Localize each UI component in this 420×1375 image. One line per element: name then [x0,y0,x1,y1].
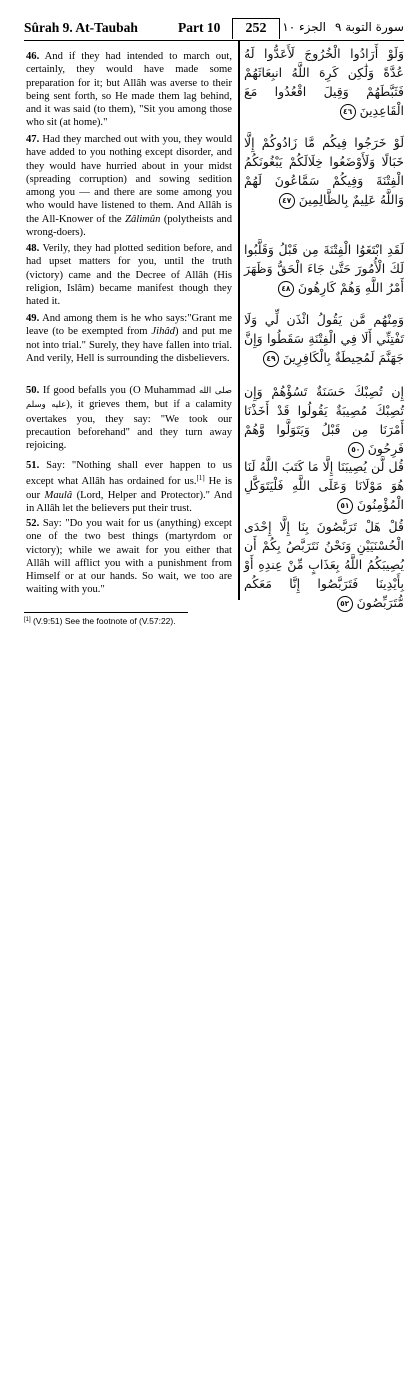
verse-text: Say: "Do you wait for us (anything) except one of the two best things (martyrdom or victory); while we await for you either that Allâh will afflict you with a punishment from Himself or at our hands. So wait, we too are waiting with you." [26,518,232,596]
part-label: Part 10 [178,20,221,35]
verse-number: 52. [26,518,40,529]
surah-title-arabic: سورة التوبة ٩ [334,20,404,34]
verse-text: Verily, they had plotted sedition before, and had upset matters for you, until the truth (victory) came and the Decree of Allâh (His religion, Islâm) became manifest though they hated it. [26,243,232,308]
verse-italic-term: Zâlimûn [125,213,161,225]
juz-label-arabic: الجزء ١٠ [282,20,326,34]
verse-text: (polytheists and wrong-doers). [26,213,232,239]
verse-51-translation [26,459,232,515]
ayah-end-marker: ٤٨ [278,281,294,297]
footnote-reference[interactable]: [1] [196,474,205,483]
verse-48-arabic [244,240,404,297]
verse-italic-term: Jihâd [151,326,175,338]
verse-number: 47. [26,134,40,145]
footnote-rule [24,612,188,613]
surah-title: Sûrah 9. At-Taubah [24,20,138,35]
arabic-text: وَلَوْ أَرَادُوا الْخُرُوجَ لَأَعَدُّوا لَهُ عُدَّةً وَلَٰكِن كَرِهَ اللَّهُ انبِعَاثَهُمْ فَثَبَّطَهُمْ وَقِيلَ اقْعُدُوا مَعَ الْقَاعِدِينَ [244,46,404,118]
verse-number: 50. [26,385,40,396]
verse-italic-term: Maulâ [44,489,73,501]
ayah-end-marker: ٥١ [337,498,353,514]
verse-text: And among them is he who says:"Grant me leave (to be exempted from [26,313,232,338]
verse-47-translation [26,133,232,239]
verse-number: 46. [26,51,40,62]
verse-47-arabic [244,133,404,209]
ayah-end-marker: ٤٧ [279,193,295,209]
verse-text: If good befalls you (O Muhammad [42,385,199,396]
page-number: 252 [232,18,280,39]
verse-52-arabic [244,517,404,612]
verse-50-translation [26,384,232,452]
ayah-end-marker: ٤٦ [340,104,356,120]
footnote-mark: [1] [24,617,31,623]
arabic-text: قُلْ هَلْ تَرَبَّصُونَ بِنَا إِلَّا إِحْدَى الْحُسْنَيَيْنِ وَنَحْنُ نَتَرَبَّصُ بِكُمْ أَن يُصِيبَكُمُ اللَّهُ بِعَذَابٍ مِّنْ عِندِهِ أَوْ بِأَيْدِينَا فَتَرَبَّصُوا إِنَّا مَعَكُم مُّتَرَبِّصُونَ [244,519,404,610]
verse-text: ), it grieves them, but if a calamity overtakes you, they say: "We took our precaution beforehand" and they turn away rejoicing. [26,399,232,452]
verse-46-arabic [244,44,404,120]
arabic-text: وَمِنْهُم مَّن يَقُولُ ائْذَن لِّي وَلَا تَفْتِنِّي أَلَا فِي الْفِتْنَةِ سَقَطُوا وَإِنَّ جَهَنَّمَ لَمُحِيطَةٌ بِالْكَافِرِينَ [244,312,404,365]
verse-number: 49. [26,313,40,324]
verse-text: He is our [26,476,232,501]
footnote-text: (V.9:51) See the footnote of (V.57:22). [30,616,176,626]
verse-52-translation [26,517,232,597]
verse-51-arabic [244,457,404,514]
column-divider [238,40,240,600]
arabic-text: لَوْ خَرَجُوا فِيكُم مَّا زَادُوكُمْ إِلَّا خَبَالًا وَلَأَوْضَعُوا خِلَالَكُمْ يَبْغُونَكُمُ الْفِتْنَةَ وَفِيكُمْ سَمَّاعُونَ لَهُمْ وَاللَّهُ عَلِيمٌ بِالظَّالِمِينَ [244,135,404,207]
ayah-end-marker: ٤٩ [263,351,279,367]
verse-49-translation [26,312,232,365]
verse-number: 48. [26,243,40,254]
page-header [24,18,404,41]
honorific-arabic: صلى الله عليه وسلم [26,386,232,411]
verse-text: ) and put me not into trial." Surely, they have fallen into trial. And verily, Hell is surrounding the disbelievers. [26,326,232,364]
verse-48-translation [26,242,232,308]
verse-50-arabic [244,382,404,458]
verse-46-translation [26,50,232,130]
verse-text: (Lord, Helper and Protector)." And in Allâh let the believers put their trust. [26,489,232,514]
ayah-end-marker: ٥٠ [348,442,364,458]
verse-text: And if they had intended to march out, certainly, they would have made some preparation for it; but Allâh was averse to their being sent forth, so He made them lag behind, and it was said (to them), "Sit you among those who sit (at home)." [26,51,232,129]
arabic-text: إِن تُصِبْكَ حَسَنَةٌ تَسُؤْهُمْ وَإِن تُصِبْكَ مُصِيبَةٌ يَقُولُوا قَدْ أَخَذْنَا أَمْرَنَا مِن قَبْلُ وَيَتَوَلَّوا وَّهُمْ فَرِحُونَ [244,384,404,456]
arabic-text: لَقَدِ ابْتَغَوُا الْفِتْنَةَ مِن قَبْلُ وَقَلَّبُوا لَكَ الْأُمُورَ حَتَّىٰ جَاءَ الْحَقُّ وَظَهَرَ أَمْرُ اللَّهِ وَهُمْ كَارِهُونَ [244,242,404,295]
verse-49-arabic [244,310,404,367]
footnote [24,616,176,626]
verse-text: Had they marched out with you, they would have added to you nothing except disorder, and they would have hurried about in your midst (spreading corruption) and sowing sedition among you — and there are some among you who would have listened to them. And Allâh is the All-Knower of the [26,134,232,225]
ayah-end-marker: ٥٢ [337,596,353,612]
verse-number: 51. [26,460,40,471]
arabic-text: قُل لَّن يُصِيبَنَا إِلَّا مَا كَتَبَ اللَّهُ لَنَا هُوَ مَوْلَانَا وَعَلَى اللَّهِ فَلْيَتَوَكَّلِ الْمُؤْمِنُونَ [244,459,404,512]
verse-text: Say: "Nothing shall ever happen to us except what Allâh has ordained for us. [26,460,233,488]
